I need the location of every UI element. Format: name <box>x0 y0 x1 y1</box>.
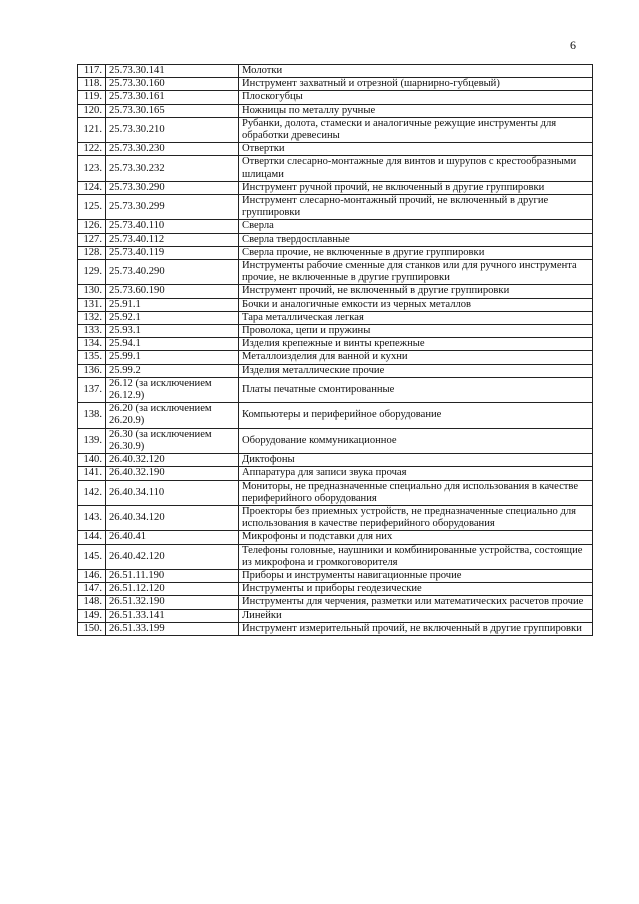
item-name: Инструмент захватный и отрезной (шарнирно-губцевый) <box>239 78 593 91</box>
row-number: 129. <box>78 260 106 285</box>
item-name: Инструменты и приборы геодезические <box>239 583 593 596</box>
item-name: Отвертки слесарно-монтажные для винтов и шурупов с крестообразными шлицами <box>239 156 593 181</box>
table-row <box>78 454 593 467</box>
okpd-code: 25.73.40.110 <box>106 220 239 233</box>
okpd-code: 26.40.42.120 <box>106 544 239 569</box>
okpd-code: 26.40.34.110 <box>106 480 239 505</box>
table-row <box>78 622 593 635</box>
item-name: Металлоизделия для ванной и кухни <box>239 351 593 364</box>
okpd-code: 26.40.32.190 <box>106 467 239 480</box>
okpd-code: 25.73.30.232 <box>106 156 239 181</box>
item-name: Сверла прочие, не включенные в другие группировки <box>239 246 593 259</box>
row-number: 147. <box>78 583 106 596</box>
table-body <box>78 65 593 636</box>
table-row <box>78 531 593 544</box>
item-name: Сверла твердосплавные <box>239 233 593 246</box>
table-row <box>78 338 593 351</box>
item-name: Сверла <box>239 220 593 233</box>
row-number: 127. <box>78 233 106 246</box>
table-row <box>78 377 593 402</box>
item-name: Инструменты рабочие сменные для станков или для ручного инструмента прочие, не включенные в другие группировки <box>239 260 593 285</box>
okpd-code: 25.73.60.190 <box>106 285 239 298</box>
item-name: Аппаратура для записи звука прочая <box>239 467 593 480</box>
item-name: Проекторы без приемных устройств, не предназначенные специально для использования в качестве периферийного оборудования <box>239 505 593 530</box>
table-row <box>78 104 593 117</box>
okpd-code: 26.30 (за исключением 26.30.9) <box>106 428 239 453</box>
okpd-code: 25.92.1 <box>106 311 239 324</box>
row-number: 140. <box>78 454 106 467</box>
table-row <box>78 311 593 324</box>
okpd-code: 25.73.30.290 <box>106 181 239 194</box>
row-number: 131. <box>78 298 106 311</box>
row-number: 150. <box>78 622 106 635</box>
row-number: 136. <box>78 364 106 377</box>
okpd-code: 26.40.34.120 <box>106 505 239 530</box>
table-row <box>78 505 593 530</box>
row-number: 118. <box>78 78 106 91</box>
row-number: 130. <box>78 285 106 298</box>
okpd-code: 25.91.1 <box>106 298 239 311</box>
okpd-code: 25.73.30.165 <box>106 104 239 117</box>
okpd-code: 25.73.30.161 <box>106 91 239 104</box>
row-number: 134. <box>78 338 106 351</box>
row-number: 126. <box>78 220 106 233</box>
table-row <box>78 480 593 505</box>
row-number: 121. <box>78 117 106 142</box>
table-row <box>78 325 593 338</box>
okpd-code: 26.12 (за исключением 26.12.9) <box>106 377 239 402</box>
okpd-code: 25.94.1 <box>106 338 239 351</box>
okpd-code: 26.51.12.120 <box>106 583 239 596</box>
item-name: Оборудование коммуникационное <box>239 428 593 453</box>
okpd-code: 26.20 (за исключением 26.20.9) <box>106 403 239 428</box>
okpd-code: 25.99.2 <box>106 364 239 377</box>
row-number: 146. <box>78 569 106 582</box>
table-row <box>78 260 593 285</box>
item-name: Платы печатные смонтированные <box>239 377 593 402</box>
table-row <box>78 467 593 480</box>
item-name: Микрофоны и подставки для них <box>239 531 593 544</box>
okpd-code: 26.51.33.199 <box>106 622 239 635</box>
row-number: 128. <box>78 246 106 259</box>
item-name: Компьютеры и периферийное оборудование <box>239 403 593 428</box>
table-row <box>78 364 593 377</box>
row-number: 119. <box>78 91 106 104</box>
table-row <box>78 233 593 246</box>
okpd-code: 25.73.30.299 <box>106 195 239 220</box>
okpd-code: 25.93.1 <box>106 325 239 338</box>
row-number: 125. <box>78 195 106 220</box>
row-number: 133. <box>78 325 106 338</box>
item-name: Инструмент ручной прочий, не включенный в другие группировки <box>239 181 593 194</box>
table-row <box>78 596 593 609</box>
okpd-code: 26.40.41 <box>106 531 239 544</box>
table-row <box>78 181 593 194</box>
row-number: 135. <box>78 351 106 364</box>
table-row <box>78 569 593 582</box>
item-name: Ножницы по металлу ручные <box>239 104 593 117</box>
okpd-code: 25.73.30.210 <box>106 117 239 142</box>
okpd-code: 26.51.32.190 <box>106 596 239 609</box>
item-name: Бочки и аналогичные емкости из черных металлов <box>239 298 593 311</box>
row-number: 138. <box>78 403 106 428</box>
item-name: Плоскогубцы <box>239 91 593 104</box>
okpd-code: 25.73.40.112 <box>106 233 239 246</box>
table-row <box>78 156 593 181</box>
table-row <box>78 91 593 104</box>
item-name: Инструмент измерительный прочий, не включенный в другие группировки <box>239 622 593 635</box>
item-name: Мониторы, не предназначенные специально для использования в качестве периферийного оборудования <box>239 480 593 505</box>
item-name: Проволока, цепи и пружины <box>239 325 593 338</box>
item-name: Инструмент слесарно-монтажный прочий, не включенный в другие группировки <box>239 195 593 220</box>
okpd-code: 26.51.33.141 <box>106 609 239 622</box>
item-name: Диктофоны <box>239 454 593 467</box>
item-name: Тара металлическая легкая <box>239 311 593 324</box>
row-number: 149. <box>78 609 106 622</box>
table-row <box>78 583 593 596</box>
item-name: Приборы и инструменты навигационные прочие <box>239 569 593 582</box>
page-number: 6 <box>570 38 576 52</box>
row-number: 145. <box>78 544 106 569</box>
table-row <box>78 298 593 311</box>
okpd-code: 25.73.40.290 <box>106 260 239 285</box>
item-name: Инструмент прочий, не включенный в другие группировки <box>239 285 593 298</box>
okpd-code: 25.73.30.230 <box>106 143 239 156</box>
table-row <box>78 544 593 569</box>
table-row <box>78 246 593 259</box>
item-name: Телефоны головные, наушники и комбинированные устройства, состоящие из микрофона и громкоговорителя <box>239 544 593 569</box>
item-name: Изделия металлические прочие <box>239 364 593 377</box>
table-row <box>78 609 593 622</box>
table-row <box>78 351 593 364</box>
table-row <box>78 65 593 78</box>
table-row <box>78 285 593 298</box>
row-number: 124. <box>78 181 106 194</box>
table-row <box>78 143 593 156</box>
row-number: 137. <box>78 377 106 402</box>
table-row <box>78 428 593 453</box>
row-number: 122. <box>78 143 106 156</box>
table-row <box>78 220 593 233</box>
row-number: 148. <box>78 596 106 609</box>
okpd-code: 26.51.11.190 <box>106 569 239 582</box>
row-number: 117. <box>78 65 106 78</box>
row-number: 120. <box>78 104 106 117</box>
okpd-code: 25.99.1 <box>106 351 239 364</box>
item-name: Молотки <box>239 65 593 78</box>
item-name: Отвертки <box>239 143 593 156</box>
okpd-code: 25.73.40.119 <box>106 246 239 259</box>
classification-table <box>77 64 593 636</box>
row-number: 123. <box>78 156 106 181</box>
item-name: Изделия крепежные и винты крепежные <box>239 338 593 351</box>
row-number: 144. <box>78 531 106 544</box>
table-row <box>78 195 593 220</box>
row-number: 143. <box>78 505 106 530</box>
okpd-code: 26.40.32.120 <box>106 454 239 467</box>
table-row <box>78 403 593 428</box>
row-number: 142. <box>78 480 106 505</box>
okpd-code: 25.73.30.141 <box>106 65 239 78</box>
table-row <box>78 78 593 91</box>
row-number: 132. <box>78 311 106 324</box>
row-number: 141. <box>78 467 106 480</box>
item-name: Рубанки, долота, стамески и аналогичные режущие инструменты для обработки древесины <box>239 117 593 142</box>
row-number: 139. <box>78 428 106 453</box>
table-row <box>78 117 593 142</box>
okpd-code: 25.73.30.160 <box>106 78 239 91</box>
item-name: Линейки <box>239 609 593 622</box>
item-name: Инструменты для черчения, разметки или математических расчетов прочие <box>239 596 593 609</box>
